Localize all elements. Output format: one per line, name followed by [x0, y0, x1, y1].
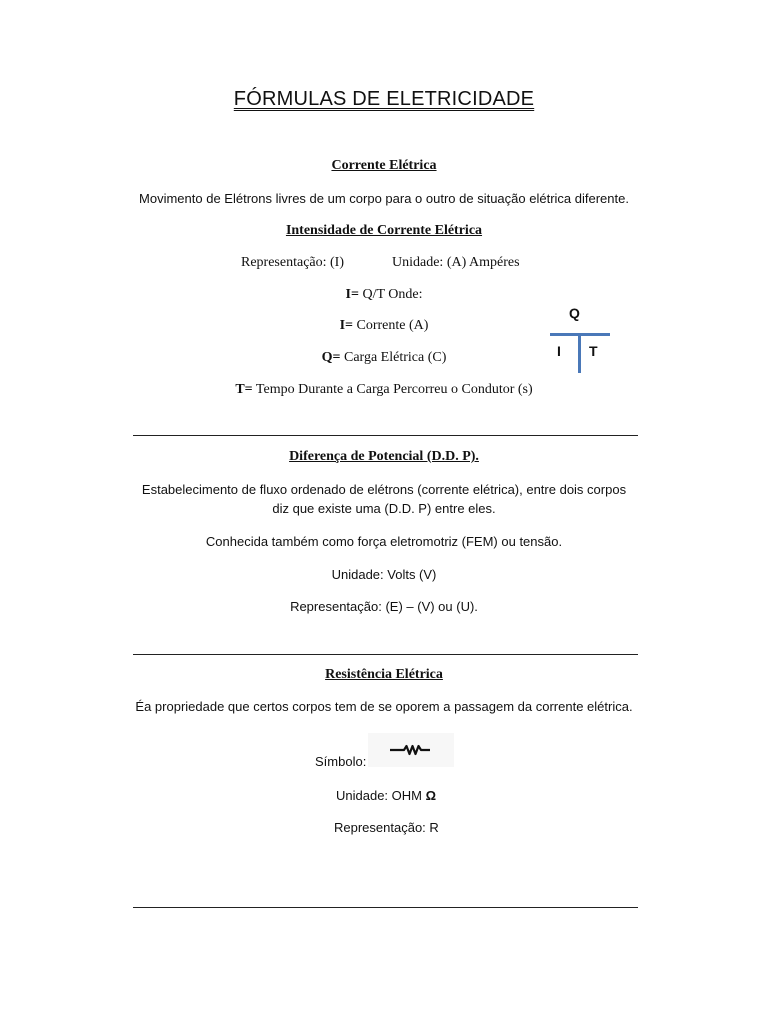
legend-label-t: T=: [235, 382, 253, 397]
ddp-representation: Representação: (E) – (V) ou (U).: [290, 599, 478, 614]
corrente-definition: Movimento de Elétrons livres de um corpo para o outro de situação elétrica diferente.: [139, 191, 629, 206]
qit-top: Q: [569, 305, 580, 321]
qit-diagram: [548, 305, 612, 375]
section-heading-ddp: Diferença de Potencial (D.D. P).: [289, 449, 479, 464]
legend-label-q: Q=: [321, 350, 341, 365]
ddp-unit: Unidade: Volts (V): [331, 567, 437, 582]
legend-row-i: [0, 318, 768, 334]
resistor-icon: [368, 733, 454, 767]
legend-label-i: I=: [339, 318, 353, 333]
ddp-line-3: Conhecida também como força eletromotriz (FEM) ou tensão.: [205, 534, 563, 549]
resistencia-definition: Éa propriedade que certos corpos tem de se oporem a passagem da corrente elétrica.: [135, 699, 633, 714]
ohm-symbol: Ω: [425, 788, 437, 803]
qit-right: T: [589, 343, 598, 359]
section-divider: [133, 435, 638, 436]
page-title: FÓRMULAS DE ELETRICIDADE: [233, 88, 535, 110]
symbol-label: Símbolo:: [315, 754, 367, 769]
legend-text-q: Carga Elétrica (C): [344, 350, 447, 365]
formula-text: Q/T Onde:: [362, 287, 423, 302]
corrente-unit: Unidade: (A) Ampéres: [392, 255, 520, 270]
legend-row-t: [0, 382, 768, 398]
resistencia-unit: Unidade: OHM: [336, 788, 422, 803]
legend-row-q: [0, 350, 768, 366]
section-heading-resistencia: Resistência Elétrica: [325, 667, 443, 682]
resistencia-unit-line: [336, 788, 436, 803]
formula-line: [0, 287, 768, 303]
formula-label: I=: [345, 287, 359, 302]
qit-left: I: [557, 343, 561, 359]
resistencia-representation: Representação: R: [334, 820, 439, 835]
ddp-line-1: Estabelecimento de fluxo ordenado de elétrons (corrente elétrica), entre dois corpos: [141, 482, 627, 497]
section-divider: [133, 907, 638, 908]
qit-vertical-bar: [578, 333, 581, 373]
legend-text-i: Corrente (A): [356, 318, 429, 333]
ddp-line-2: diz que existe uma (D.D. P) entre eles.: [272, 501, 496, 516]
subheading-intensidade: Intensidade de Corrente Elétrica: [285, 223, 483, 238]
legend-text-t: Tempo Durante a Carga Percorreu o Condutor (s): [255, 382, 533, 397]
section-divider: [133, 654, 638, 655]
section-heading-corrente: Corrente Elétrica: [331, 158, 437, 173]
corrente-representation: Representação: (I): [241, 255, 344, 270]
